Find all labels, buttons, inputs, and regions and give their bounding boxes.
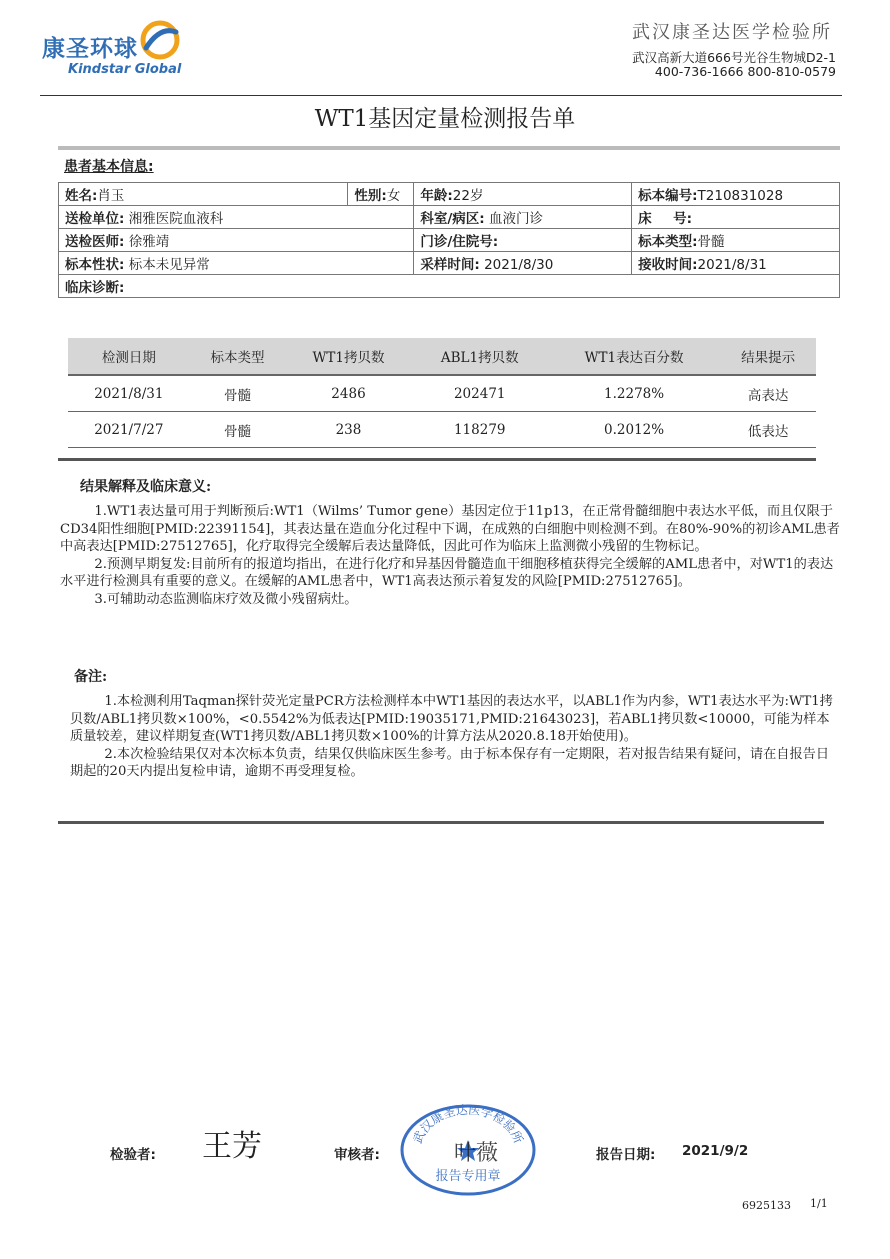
report-title: WT1基因定量检测报告单 (314, 106, 576, 132)
interpretation-p3: 3.可辅助动态监测临床疗效及微小残留病灶。 (94, 591, 358, 607)
bed-cell: 床 号: (632, 206, 840, 229)
report-date: 2021/9/2 (682, 1143, 749, 1159)
tester-signature (200, 1122, 262, 1166)
svg-text:报告专用章: 报告专用章 (435, 1169, 501, 1184)
age-cell: 年龄:22岁 (414, 183, 632, 206)
svg-text:叶薇: 叶薇 (453, 1141, 499, 1166)
col-header: 结果提示 (720, 338, 816, 375)
collect-time-cell: 采样时间: 2021/8/30 (414, 252, 632, 275)
lab-address: 武汉高新大道666号光谷生物城D2-1 (632, 50, 836, 65)
table-row (68, 375, 816, 412)
svg-text:武汉康圣达医学检验所: 武汉康圣达医学检验所 (410, 1102, 526, 1146)
col-header: WT1拷贝数 (285, 338, 411, 375)
tester-label: 检验者: (110, 1147, 156, 1163)
name-cell: 姓名:肖玉 (59, 183, 348, 206)
table-row (68, 412, 816, 448)
page-number: 1/1 (810, 1197, 828, 1210)
title-divider (58, 146, 840, 150)
document-number: 6925133 (742, 1199, 791, 1212)
header-divider (40, 95, 842, 96)
results-divider (58, 458, 816, 461)
interpretation-heading: 结果解释及临床意义: (80, 479, 212, 495)
doctor-cell: 送检医师: 徐雅靖 (59, 229, 414, 252)
result-hint-cell: 高表达 (720, 375, 816, 412)
note-2: 2.本次检验结果仅对本次标本负责，结果仅供临床医生参考。由于标本保存有一定期限，若对报告结果有疑问，请在自报告日期起的20天内提出复检申请，逾期不再受理复检。 (70, 746, 830, 779)
col-header: 标本类型 (190, 338, 286, 375)
receive-time-cell: 接收时间:2021/8/31 (632, 252, 840, 275)
interpretation-p1: 1.WT1表达量可用于判断预后:WT1（Wilms’ Tumor gene）基因定位于11p13，在正常骨髓细胞中表达水平低，而且仅限于CD34阳性细胞[PMID:22391154]，其表达量在造血分化过程中下调，在成熟的白细胞中则检测不到。在80%-90%的初诊AML患者中高表达[PMID:27512765]，化疗取得完全缓解后表达量降低，因此可作为临床上监测微小残留的生物标记。 (60, 504, 840, 554)
wt1-percent-cell: 0.2012% (548, 412, 720, 448)
logo-text: 康圣环球 (42, 36, 138, 62)
date-cell: 2021/7/27 (68, 412, 190, 448)
date-cell: 2021/8/31 (68, 375, 190, 412)
lab-phone: 400-736-1666 800-810-0579 (654, 64, 836, 79)
diagnosis-cell: 临床诊断: (59, 275, 840, 298)
abl1-copies-cell: 202471 (412, 375, 548, 412)
wt1-percent-cell: 1.2278% (548, 375, 720, 412)
result-hint-cell: 低表达 (720, 412, 816, 448)
wt1-copies-cell: 2486 (285, 375, 411, 412)
sample-prop-cell: 标本性状: 标本未见异常 (59, 252, 414, 275)
col-header: 检测日期 (68, 338, 190, 375)
col-header: WT1表达百分数 (548, 338, 720, 375)
patient-info-heading: 患者基本信息: (64, 159, 154, 175)
results-table (68, 338, 816, 448)
notes-heading: 备注: (74, 669, 108, 685)
clinic-no-cell: 门诊/住院号: (414, 229, 632, 252)
official-stamp (398, 1102, 538, 1198)
wt1-copies-cell: 238 (285, 412, 411, 448)
notes-divider (58, 821, 824, 824)
col-header: ABL1拷贝数 (412, 338, 548, 375)
report-date-label: 报告日期: (596, 1147, 656, 1163)
sex-cell: 性别:女 (348, 183, 414, 206)
sample-type-cell: 骨髓 (190, 375, 286, 412)
note-1: 1.本检测利用Taqman探针荧光定量PCR方法检测样本中WT1基因的表达水平，以ABL1作为内参，WT1表达水平为:WT1拷贝数/ABL1拷贝数×100%，<0.5542%为低表达[PMID:19035171,PMID:21643023]，若ABL1拷贝数<10000，可能为样本质量较差，建议样期复查(WT1拷贝数/ABL1拷贝数×100%的计算方法从2020.8.18开始使用)。 (70, 694, 833, 744)
dept-cell: 科室/病区: 血液门诊 (414, 206, 632, 229)
sample-no-cell: 标本编号:T210831028 (632, 183, 840, 206)
notes-text (70, 693, 840, 781)
svg-text:王芳: 王芳 (202, 1129, 262, 1164)
logo-subtitle: Kindstar Global (68, 62, 182, 77)
sample-type-cell: 骨髓 (190, 412, 286, 448)
results-header-row (68, 338, 816, 375)
patient-info-table (58, 182, 840, 298)
unit-cell: 送检单位: 湘雅医院血液科 (59, 206, 414, 229)
globe-logo-icon (138, 18, 182, 62)
reviewer-label: 审核者: (334, 1147, 380, 1163)
interpretation-text (60, 503, 842, 608)
lab-name: 武汉康圣达医学检验所 (632, 22, 832, 43)
interpretation-p2: 2.预测早期复发:目前所有的报道均指出，在进行化疗和异基因骨髓造血干细胞移植获得完全缓解的AML患者中，对WT1的表达水平进行检测具有重要的意义。在缓解的AML患者中，WT1高表达预示着复发的风险[PMID:27512765]。 (60, 556, 834, 589)
sample-type-cell: 标本类型:骨髓 (632, 229, 840, 252)
abl1-copies-cell: 118279 (412, 412, 548, 448)
